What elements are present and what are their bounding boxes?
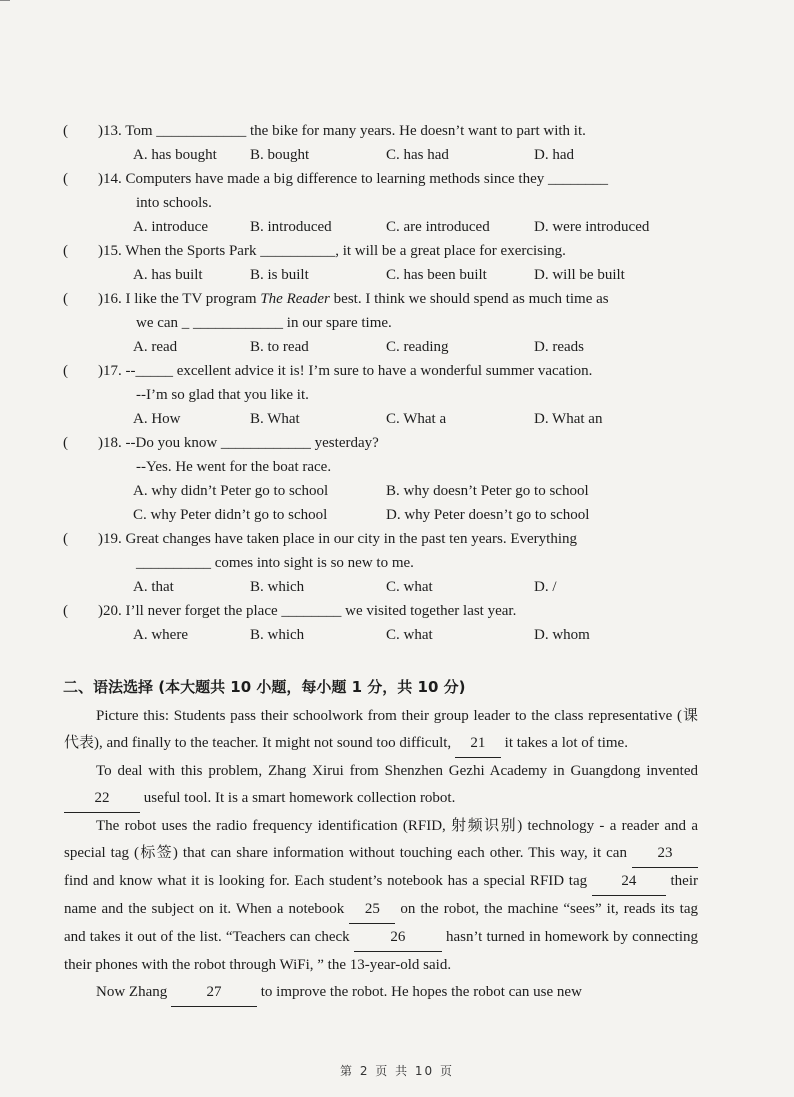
blank-27: 27	[171, 979, 257, 1007]
blank-21: 21	[455, 730, 501, 758]
option-a: A. introduce	[133, 219, 208, 235]
option-c: C. are introduced	[386, 219, 490, 235]
answer-paren: (	[63, 243, 68, 259]
option-a: A. that	[133, 579, 174, 595]
blank-23: 23	[632, 840, 698, 868]
question-18	[0, 431, 794, 455]
question-stem: )19. Great changes have taken place in our city in the past ten years. Everything	[98, 531, 577, 547]
option-c: C. why Peter didn’t go to school	[133, 507, 328, 523]
question-stem: )15. When the Sports Park __________, it will be a great place for exercising.	[98, 243, 566, 259]
option-a: A. why didn’t Peter go to school	[133, 483, 329, 499]
option-c: C. has been built	[386, 267, 487, 283]
option-d: D. will be built	[534, 267, 625, 283]
stem-text: )16. I like the TV program	[98, 291, 261, 307]
options-row	[0, 143, 794, 167]
blank-25: 25	[349, 896, 395, 924]
passage-text: Picture this: Students pass their schoolwork from their group leader to the class representative (课代表), and finally to the teacher. It might not sound too difficult,	[64, 708, 698, 751]
question-stem-continuation: we can _ ____________ in our spare time.	[136, 315, 392, 331]
passage-paragraph-2	[64, 758, 698, 813]
passage-text: To deal with this problem, Zhang Xirui from Shenzhen Gezhi Academy in Guangdong invented	[96, 763, 698, 779]
option-a: A. where	[133, 627, 188, 643]
option-a: A. How	[133, 411, 181, 427]
question-stem: )20. I’ll never forget the place ________ we visited together last year.	[98, 603, 517, 619]
question-19	[0, 527, 794, 551]
question-stem-continuation: __________ comes into sight is so new to me.	[136, 555, 414, 571]
stem-continuation-row	[0, 311, 794, 335]
options-row	[0, 335, 794, 359]
option-d: D. were introduced	[534, 219, 650, 235]
blank-22: 22	[64, 785, 140, 813]
question-stem	[98, 287, 609, 311]
blank-24: 24	[592, 868, 666, 896]
options-row	[0, 503, 794, 527]
question-stem: )14. Computers have made a big difference to learning methods since they ________	[98, 171, 608, 187]
option-b: B. is built	[250, 267, 309, 283]
scan-corner-mark	[0, 0, 10, 11]
question-stem-continuation: --Yes. He went for the boat race.	[136, 459, 332, 475]
program-title: The Reader	[260, 291, 330, 307]
option-d: D. had	[534, 147, 574, 163]
question-15	[0, 239, 794, 263]
option-c: C. reading	[386, 339, 449, 355]
options-row	[0, 575, 794, 599]
answer-paren: (	[63, 291, 68, 307]
stem-continuation-row	[0, 551, 794, 575]
option-b: B. What	[250, 411, 300, 427]
question-stem: )17. --_____ excellent advice it is! I’m sure to have a wonderful summer vacation.	[98, 363, 593, 379]
option-d: D. whom	[534, 627, 590, 643]
question-stem-continuation: --I’m so glad that you like it.	[136, 387, 309, 403]
answer-paren: (	[63, 363, 68, 379]
options-row	[0, 479, 794, 503]
passage-text: on the robot, the machine “sees” it, reads its tag and takes it out of the list. “Teachers can check	[64, 901, 698, 945]
options-row	[0, 407, 794, 431]
answer-paren: (	[63, 435, 68, 451]
option-a: A. read	[133, 339, 178, 355]
passage-paragraph-4	[64, 979, 698, 1007]
answer-paren: (	[63, 123, 68, 139]
answer-paren: (	[63, 531, 68, 547]
stem-continuation-row	[0, 383, 794, 407]
option-c: C. has had	[386, 147, 449, 163]
blank-26: 26	[354, 924, 442, 952]
option-b: B. introduced	[250, 219, 332, 235]
option-b: B. why doesn’t Peter go to school	[386, 483, 589, 499]
passage-text: hasn’t turned in homework by connecting their phones with the robot through WiFi, ” the 13-year-old said.	[64, 929, 698, 973]
passage-text: find and know what it is looking for. Each student’s notebook has a special RFID tag	[64, 873, 592, 889]
multiple-choice-section	[0, 119, 794, 647]
section-title: 二、语法选择 (本大题共 10 小题，每小题 1 分，共 10 分)	[63, 678, 466, 696]
options-row	[0, 263, 794, 287]
option-d: D. What an	[534, 411, 603, 427]
question-17	[0, 359, 794, 383]
stem-continuation-row	[0, 455, 794, 479]
option-d: D. /	[534, 579, 557, 595]
option-d: D. why Peter doesn’t go to school	[386, 507, 590, 523]
options-row	[0, 215, 794, 239]
question-stem-continuation: into schools.	[136, 195, 212, 211]
options-row	[0, 623, 794, 647]
passage-text: useful tool. It is a smart homework collection robot.	[140, 790, 456, 806]
question-13	[0, 119, 794, 143]
passage-text: it takes a lot of time.	[500, 735, 628, 751]
stem-continuation-row	[0, 191, 794, 215]
passage-text: Now Zhang	[96, 984, 171, 1000]
question-14	[0, 167, 794, 191]
passage-paragraph-3	[64, 813, 698, 979]
option-c: C. what	[386, 579, 433, 595]
stem-text: best. I think we should spend as much time as	[329, 291, 609, 307]
option-b: B. to read	[250, 339, 309, 355]
option-b: B. which	[250, 627, 305, 643]
option-c: C. what	[386, 627, 433, 643]
answer-paren: (	[63, 603, 68, 619]
passage-paragraph-1	[64, 703, 698, 758]
question-20	[0, 599, 794, 623]
option-b: B. which	[250, 579, 305, 595]
option-b: B. bought	[250, 147, 310, 163]
cloze-passage	[64, 703, 698, 1007]
page-number-footer: 第 2 页 共 10 页	[340, 1064, 454, 1078]
option-a: A. has bought	[133, 147, 217, 163]
option-c: C. What a	[386, 411, 447, 427]
question-16	[0, 287, 794, 311]
option-a: A. has built	[133, 267, 203, 283]
answer-paren: (	[63, 171, 68, 187]
question-stem: )18. --Do you know ____________ yesterday?	[98, 435, 379, 451]
passage-text: to improve the robot. He hopes the robot can use new	[257, 984, 582, 1000]
option-d: D. reads	[534, 339, 584, 355]
passage-text: their name and the subject on it. When a notebook	[64, 873, 698, 917]
passage-text: The robot uses the radio frequency identification (RFID, 射频识别) technology - a reader and a special tag (标签) that can share information without touching each other. This way, it can	[64, 818, 698, 861]
question-stem: )13. Tom ____________ the bike for many years. He doesn’t want to part with it.	[98, 123, 586, 139]
